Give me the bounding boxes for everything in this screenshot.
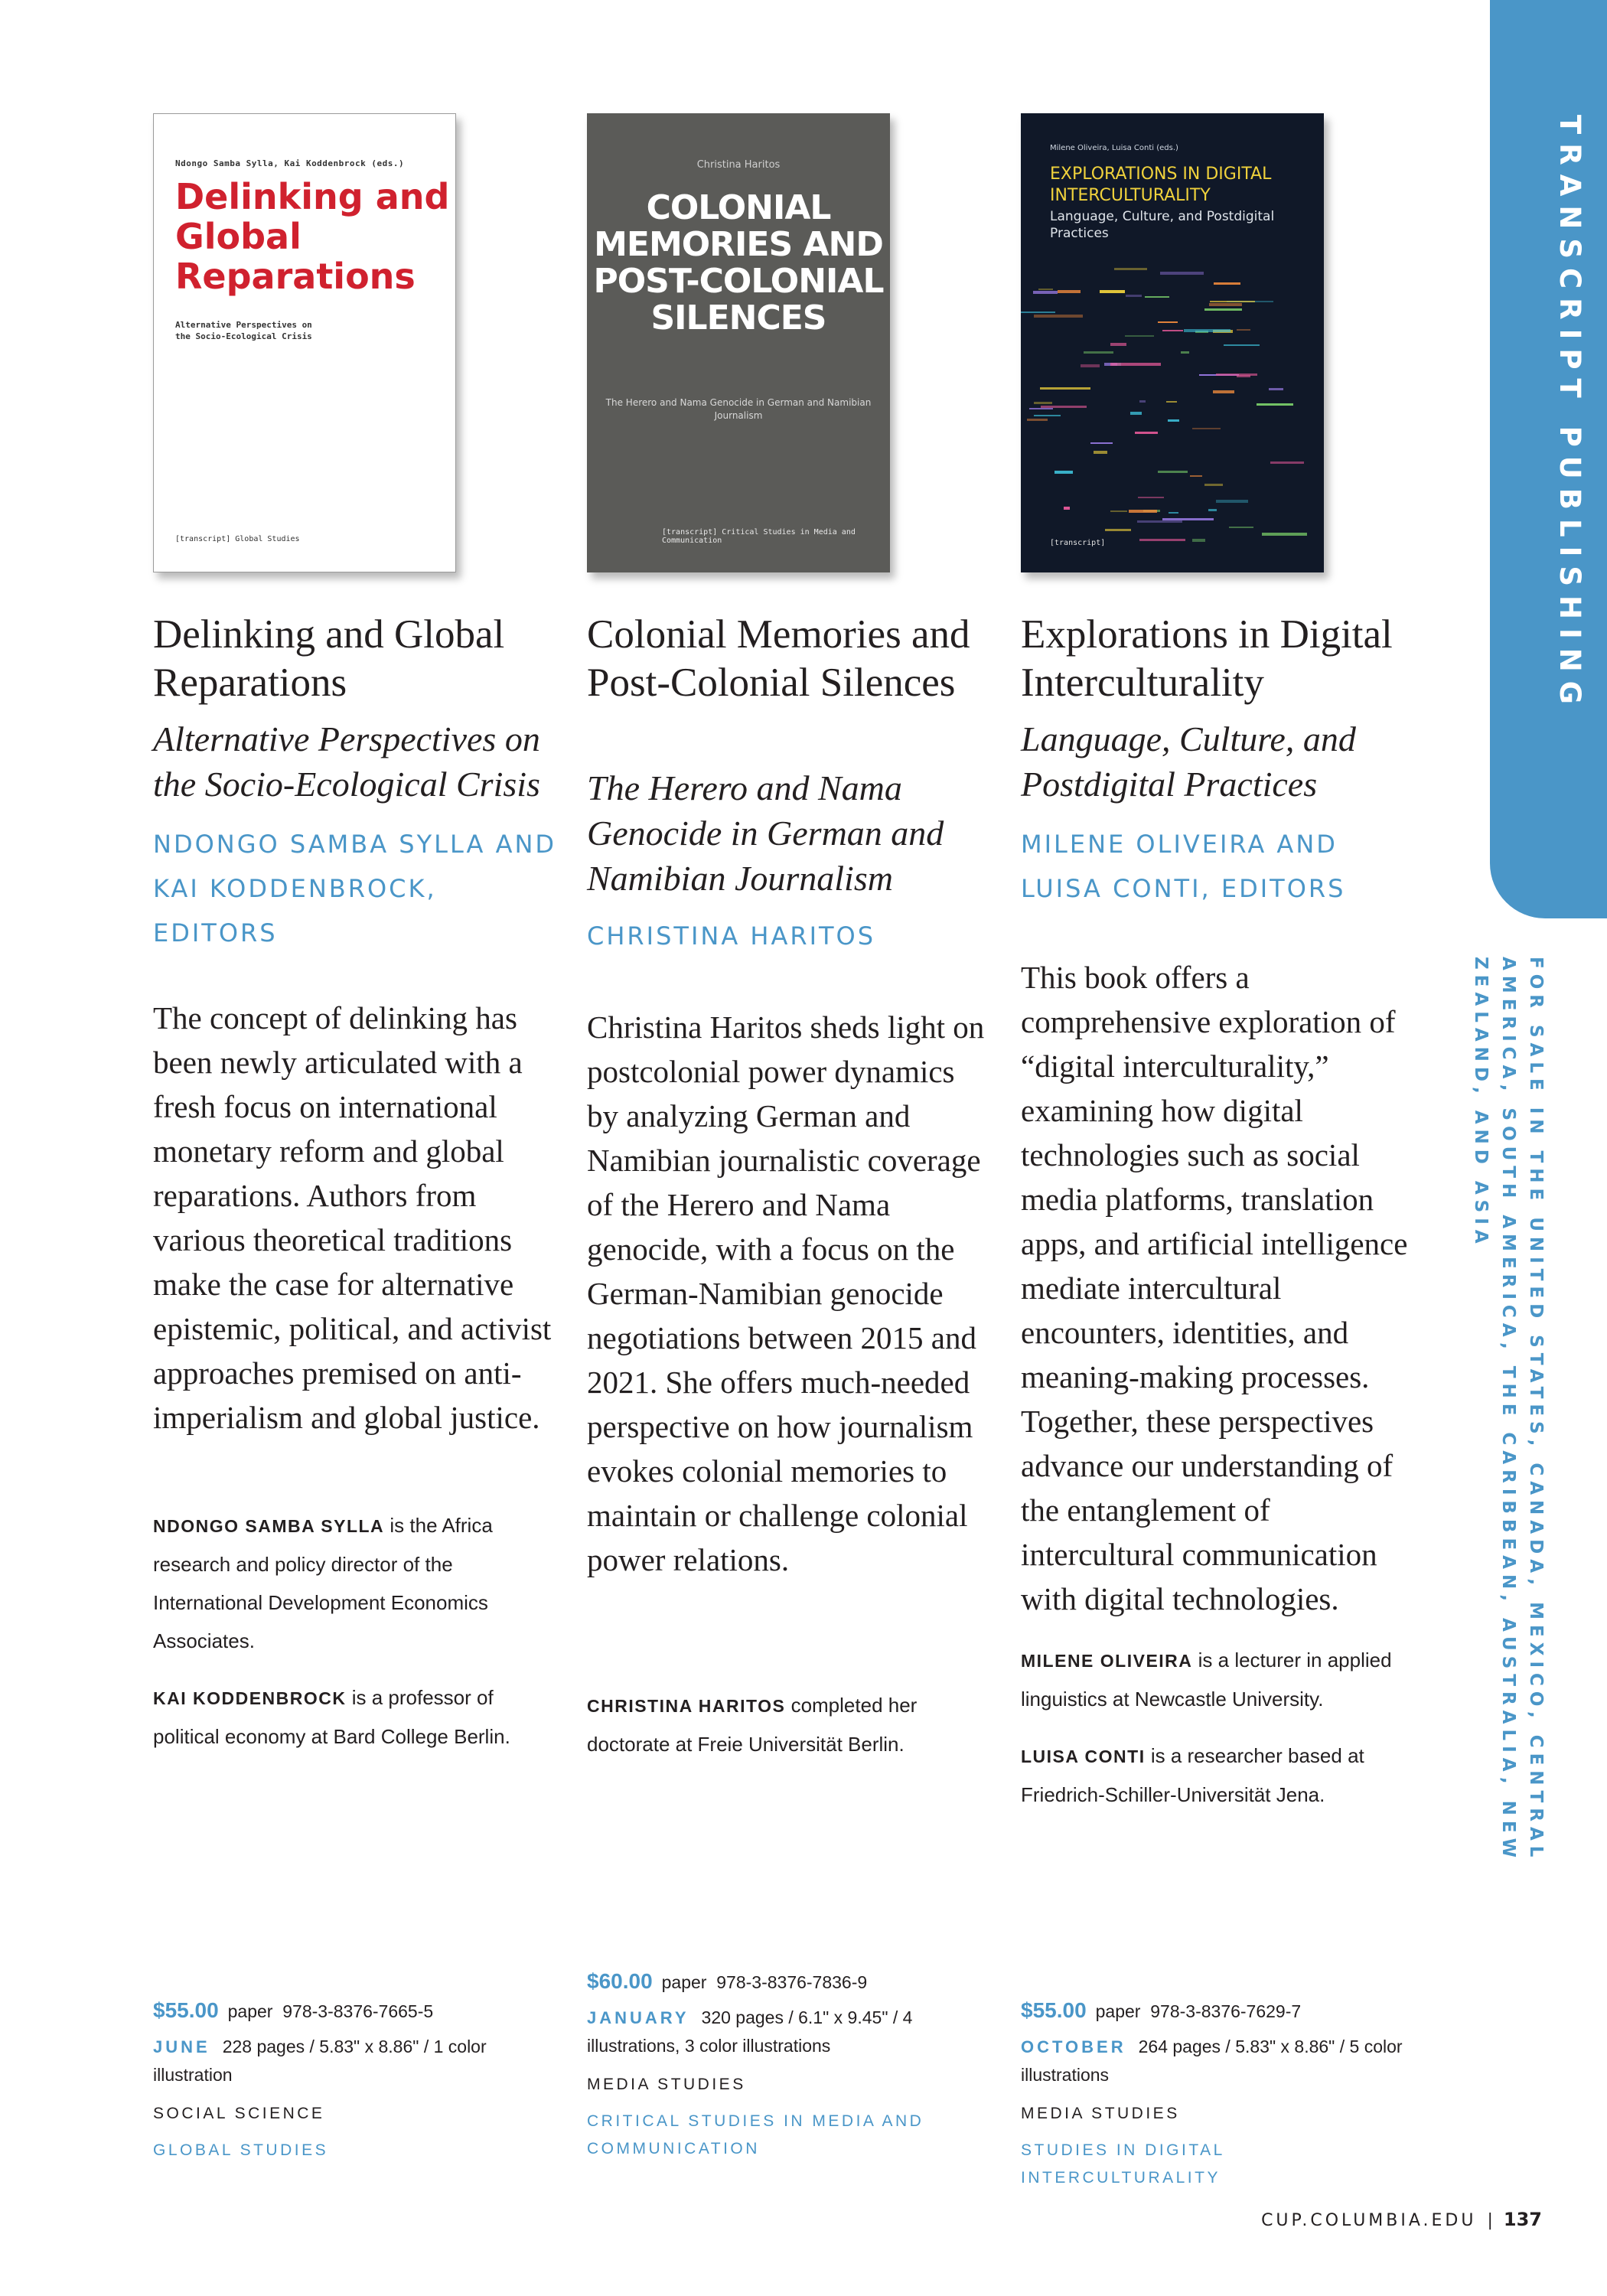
- cover-art-line: [1237, 329, 1250, 331]
- cover-art-line: [1208, 509, 1217, 511]
- cover-art-line: [1064, 507, 1070, 510]
- cover-subtitle: Language, Culture, and Postdigital Practices: [1050, 209, 1275, 241]
- book-cover-3: [1021, 113, 1324, 572]
- book-authors: MILENE OLIVEIRA AND LUISA CONTI, EDITORS: [1021, 830, 1346, 903]
- book-meta: [153, 1994, 557, 2164]
- cover-art-line: [1041, 406, 1087, 408]
- cover-publisher-logo: [transcript]: [1050, 539, 1106, 547]
- cover-art-line: [1184, 329, 1231, 332]
- cover-art-line: [1181, 351, 1189, 354]
- cover-art-line: [1162, 518, 1214, 520]
- author-bio: [1021, 1737, 1425, 1814]
- cover-title: Delinking and Global Reparations: [175, 176, 450, 297]
- section-tab-label: TRANSCRIPT PUBLISHING: [1553, 115, 1586, 714]
- book-authors: CHRISTINA HARITOS: [587, 921, 876, 951]
- price: $55.00: [153, 1998, 219, 2022]
- cover-art-line: [1034, 415, 1061, 416]
- book-column-3: [1021, 113, 1425, 2187]
- cover-art-line: [1209, 303, 1242, 306]
- author-bios: [153, 1506, 557, 1774]
- cover-art-line: [1204, 308, 1242, 311]
- cover-art-line: [1027, 419, 1048, 421]
- cover-art-line: [1090, 442, 1113, 444]
- cover-art-line: [1126, 295, 1142, 297]
- cover-art-line: [1210, 301, 1255, 302]
- bio-name: KAI KODDENBROCK: [153, 1688, 347, 1708]
- cover-art-line: [1110, 343, 1126, 346]
- bio-name: MILENE OLIVEIRA: [1021, 1651, 1193, 1671]
- pub-month: JUNE: [153, 2037, 210, 2056]
- format: paper: [227, 2001, 273, 2021]
- cover-art-line: [1216, 500, 1248, 503]
- author-bio: [153, 1678, 557, 1756]
- cover-art-line: [1130, 412, 1142, 415]
- series: STUDIES IN DIGITAL INTERCULTURALITY: [1021, 2141, 1225, 2187]
- cover-title: COLONIAL MEMORIES AND POST-COLONIAL SILENCES: [593, 188, 884, 338]
- cover-art-line: [1169, 512, 1178, 514]
- cover-art-line: [1054, 471, 1073, 474]
- series: CRITICAL STUDIES IN MEDIA AND COMMUNICATION: [587, 2112, 924, 2157]
- cover-art-line: [1100, 290, 1125, 293]
- cover-editors: Ndongo Samba Sylla, Kai Koddenbrock (eds.): [175, 158, 405, 168]
- section-tab: [1490, 0, 1607, 918]
- subject: MEDIA STUDIES: [1021, 2105, 1180, 2122]
- cover-art-line: [1034, 402, 1052, 404]
- isbn: 978-3-8376-7836-9: [716, 1972, 868, 1992]
- cover-art-line: [1166, 401, 1177, 403]
- book-details: 320 pages / 6.1" x 9.45" / 4 illustrations, 3 color illustrations: [587, 2007, 913, 2056]
- book-description: This book offers a comprehensive exploration of “digital interculturality,” examining how digital technologies such as social media platforms, translation apps, and artificial intelligence mediate intercultural encounters, identities, and meaning-making processes. Together, these perspectives advance our understanding of the entanglement of intercultural communication with digital technologies.: [1021, 960, 1408, 1616]
- book-column-2: [587, 113, 991, 2164]
- bio-name: CHRISTINA HARITOS: [587, 1696, 786, 1716]
- pub-month: JANUARY: [587, 2008, 689, 2027]
- cover-art-line: [1021, 311, 1055, 313]
- cover-art-line: [1192, 428, 1221, 429]
- price: $60.00: [587, 1969, 653, 1993]
- book-title: Colonial Memories and Post-Colonial Silences: [587, 612, 970, 705]
- book-authors: NDONGO SAMBA SYLLA AND KAI KODDENBROCK, EDITORS: [153, 830, 557, 947]
- price: $55.00: [1021, 1998, 1087, 2022]
- author-bio: [1021, 1641, 1425, 1718]
- book-description: Christina Haritos sheds light on postcolonial power dynamics by analyzing German and Namibian journalistic coverage of the Herero and Nama genocide, with a focus on the German-Namibian genocide negotiations between 2015 and 2021. She offers much-needed perspective on how journalism evokes colonial memories to maintain or challenge colonial power relations.: [587, 1009, 985, 1577]
- bio-name: NDONGO SAMBA SYLLA: [153, 1516, 385, 1536]
- cover-art-line: [1040, 387, 1090, 390]
- book-meta: [587, 1965, 991, 2163]
- book-subtitle: Language, Culture, and Postdigital Practices: [1021, 719, 1356, 804]
- cover-editors: Christina Haritos: [696, 159, 781, 171]
- book-title: Explorations in Digital Interculturality: [1021, 612, 1393, 705]
- bio-name: LUISA CONTI: [1021, 1746, 1146, 1766]
- book-details: 228 pages / 5.83" x 8.86" / 1 color illustration: [153, 2037, 487, 2085]
- cover-art-line: [1162, 330, 1183, 331]
- footer-separator: |: [1487, 2211, 1493, 2230]
- cover-art-line: [1145, 296, 1169, 298]
- cover-art-line: [1138, 497, 1164, 498]
- author-bios: [1021, 1641, 1425, 1832]
- cover-art-line: [1110, 363, 1161, 366]
- format: paper: [1095, 2001, 1141, 2021]
- cover-art-line: [1224, 344, 1260, 346]
- isbn: 978-3-8376-7665-5: [282, 2001, 434, 2021]
- book-description: The concept of delinking has been newly articulated with a fresh focus on international monetary reform and global reparations. Authors from various theoretical traditions make the case for alternative epistemic, political, and activist approaches premised on anti-imperialism and global justice.: [153, 1000, 552, 1435]
- cover-art-line: [1262, 533, 1307, 536]
- cover-art-line: [1192, 539, 1205, 542]
- cover-art-line: [1160, 272, 1204, 275]
- cover-art-line: [1214, 282, 1240, 285]
- author-bio: [587, 1686, 991, 1763]
- cover-art-line: [1257, 403, 1293, 406]
- cover-art-line: [1058, 290, 1081, 293]
- cover-art-line: [1135, 432, 1158, 434]
- cover-editors: Milene Oliveira, Luisa Conti (eds.): [1050, 144, 1178, 152]
- cover-art-line: [1038, 289, 1053, 290]
- cover-art-line: [1033, 291, 1058, 294]
- cover-art-line: [1125, 335, 1154, 337]
- cover-art-line: [1110, 510, 1127, 512]
- book-subtitle: The Herero and Nama Genocide in German and Namibian Journalism: [587, 768, 944, 898]
- cover-art-line: [1034, 315, 1083, 318]
- cover-art-line: [1270, 461, 1304, 464]
- book-column-1: [153, 113, 557, 2164]
- page-footer: [1261, 2209, 1542, 2230]
- cover-art-line: [1229, 527, 1253, 528]
- book-meta: [1021, 1994, 1425, 2192]
- author-bio: [153, 1506, 557, 1660]
- cover-art-line: [1158, 471, 1188, 473]
- bio-text: is a researcher based at Friedrich-Schiller-Universität Jena.: [1021, 1744, 1364, 1806]
- cover-publisher-logo: [transcript] Critical Studies in Media and Communication: [662, 528, 856, 545]
- cover-art-line: [1094, 451, 1107, 454]
- cover-art-line: [1081, 364, 1100, 367]
- cover-art-line: [1084, 351, 1113, 354]
- book-cover-1: [153, 113, 456, 572]
- series: GLOBAL STUDIES: [153, 2141, 329, 2159]
- book-title: Delinking and Global Reparations: [153, 612, 505, 705]
- cover-art-line: [1139, 539, 1185, 541]
- cover-art-line: [1105, 529, 1131, 531]
- cover-art-line: [1114, 268, 1147, 270]
- book-details: 264 pages / 5.83" x 8.86" / 5 color illustrations: [1021, 2037, 1403, 2085]
- isbn: 978-3-8376-7629-7: [1150, 2001, 1302, 2021]
- cover-art-line: [1137, 520, 1182, 523]
- subject: MEDIA STUDIES: [587, 2076, 746, 2093]
- page-number: 137: [1503, 2209, 1542, 2230]
- bio-text: completed her doctorate at Freie Universität Berlin.: [587, 1694, 918, 1756]
- author-bios: [587, 1686, 991, 1782]
- cover-art-line: [1213, 390, 1234, 393]
- cover-art-line: [1168, 419, 1179, 422]
- cover-art-line: [1237, 375, 1250, 377]
- cover-publisher-logo: [transcript] Global Studies: [175, 535, 300, 543]
- pub-month: OCTOBER: [1021, 2037, 1126, 2056]
- bio-text: is a lecturer in applied linguistics at Newcastle University.: [1021, 1649, 1392, 1711]
- cover-title: EXPLORATIONS IN DIGITAL INTERCULTURALITY: [1050, 165, 1272, 205]
- subject: SOCIAL SCIENCE: [153, 2105, 325, 2122]
- bio-text: is a professor of political economy at Bard College Berlin.: [153, 1686, 510, 1748]
- cover-art-line: [1158, 321, 1178, 323]
- sales-territory-note: FOR SALE IN THE UNITED STATES, CANADA, MEXICO, CENTRAL AMERICA, SOUTH AMERICA, THE CARIBBEAN, AUSTRALIA, NEW ZEALAND, AND ASIA: [1471, 957, 1546, 1863]
- cover-art-line: [1269, 388, 1283, 390]
- book-subtitle: Alternative Perspectives on the Socio-Ecological Crisis: [153, 719, 540, 804]
- cover-art-line: [1129, 510, 1157, 513]
- cover-art-line: [1204, 484, 1223, 486]
- book-cover-2: [587, 113, 890, 572]
- bio-text: is the Africa research and policy director of the International Development Economics Associates.: [153, 1514, 493, 1652]
- cover-art-line: [1190, 475, 1202, 477]
- format: paper: [661, 1972, 707, 1992]
- cover-art-line: [1029, 408, 1053, 409]
- footer-url: CUP.COLUMBIA.EDU: [1261, 2211, 1477, 2230]
- cover-subtitle: The Herero and Nama Genocide in German and Namibian Journalism: [605, 397, 872, 421]
- cover-subtitle: Alternative Perspectives on the Socio-Ecological Crisis: [175, 320, 312, 341]
- cover-art-line: [1139, 400, 1146, 403]
